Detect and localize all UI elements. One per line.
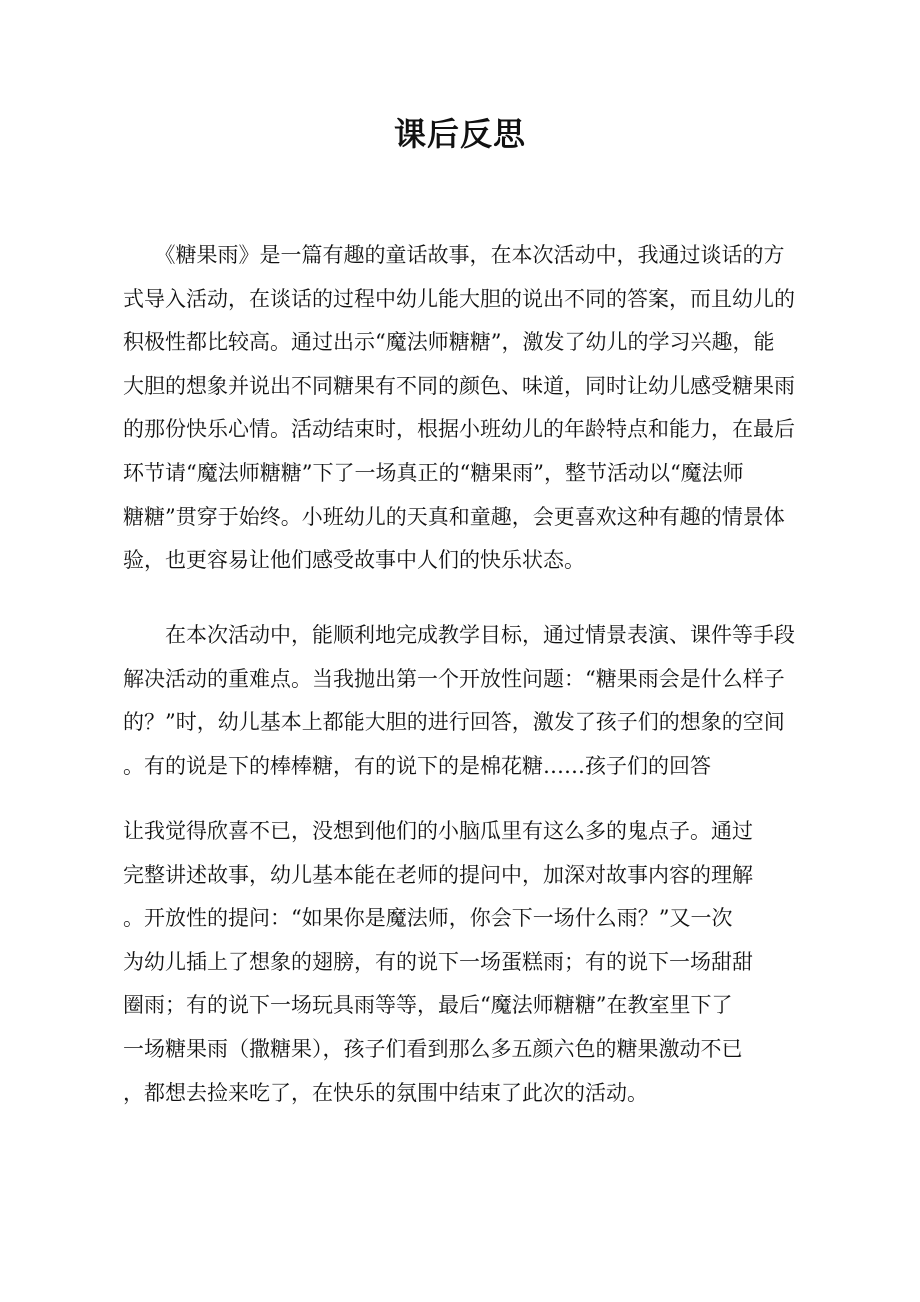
paragraph-line: 糖糖”贯穿于始终。小班幼儿的天真和童趣，会更喜欢这种有趣的情景体 [123, 504, 785, 529]
paragraph-line: 式导入活动，在谈话的过程中幼儿能大胆的说出不同的答案，而且幼儿的 [123, 286, 795, 311]
paragraph-line: 环节请“魔法师糖糖”下了一场真正的“糖果雨”，整节活动以“魔法师 [123, 460, 744, 485]
paragraph-line: 完整讲述故事，幼儿基本能在老师的提问中，加深对故事内容的理解 [123, 862, 753, 887]
paragraph-line: 积极性都比较高。通过出示“魔法师糖糖”，激发了幼儿的学习兴趣，能 [123, 330, 775, 355]
paragraph-line: 的？”时，幼儿基本上都能大胆的进行回答，激发了孩子们的想象的空间 [123, 710, 785, 735]
paragraph-line: 。开放性的提问：“如果你是魔法师，你会下一场什么雨？”又一次 [123, 906, 733, 931]
paragraph-line: ，都想去捡来吃了，在快乐的氛围中结束了此次的活动。 [123, 1080, 648, 1105]
paragraph-3 [123, 810, 795, 1115]
paragraph-line: 圈雨；有的说下一场玩具雨等等，最后“魔法师糖糖”在教室里下了 [123, 993, 733, 1018]
paragraph-line: 《糖果雨》是一篇有趣的童话故事，在本次活动中，我通过谈话的方 [123, 243, 785, 267]
paragraph-line: 解决活动的重难点。当我抛出第一个开放性问题：“糖果雨会是什么样子 [123, 666, 785, 691]
paragraph-line: 让我觉得欣喜不已，没想到他们的小脑瓜里有这么多的鬼点子。通过 [123, 819, 753, 843]
paragraph-line: 。有的说是下的棒棒糖，有的说下的是棉花糖……孩子们的回答 [123, 753, 711, 778]
paragraph-line: 大胆的想象并说出不同糖果有不同的颜色、味道，同时让幼儿感受糖果雨 [123, 373, 795, 398]
paragraph-line: 的那份快乐心情。活动结束时，根据小班幼儿的年龄特点和能力，在最后 [123, 417, 795, 442]
paragraph-line: 验，也更容易让他们感受故事中人们的快乐状态。 [123, 548, 585, 573]
paragraph-line: 为幼儿插上了想象的翅膀，有的说下一场蛋糕雨；有的说下一场甜甜 [123, 949, 753, 974]
paragraph-1 [123, 234, 795, 583]
document-title: 课后反思 [393, 115, 526, 153]
paragraph-2 [123, 614, 795, 788]
paragraph-line: 在本次活动中，能顺利地完成教学目标，通过情景表演、课件等手段 [123, 623, 795, 647]
paragraph-line: 一场糖果雨（撒糖果），孩子们看到那么多五颜六色的糖果激动不已 [123, 1036, 743, 1061]
